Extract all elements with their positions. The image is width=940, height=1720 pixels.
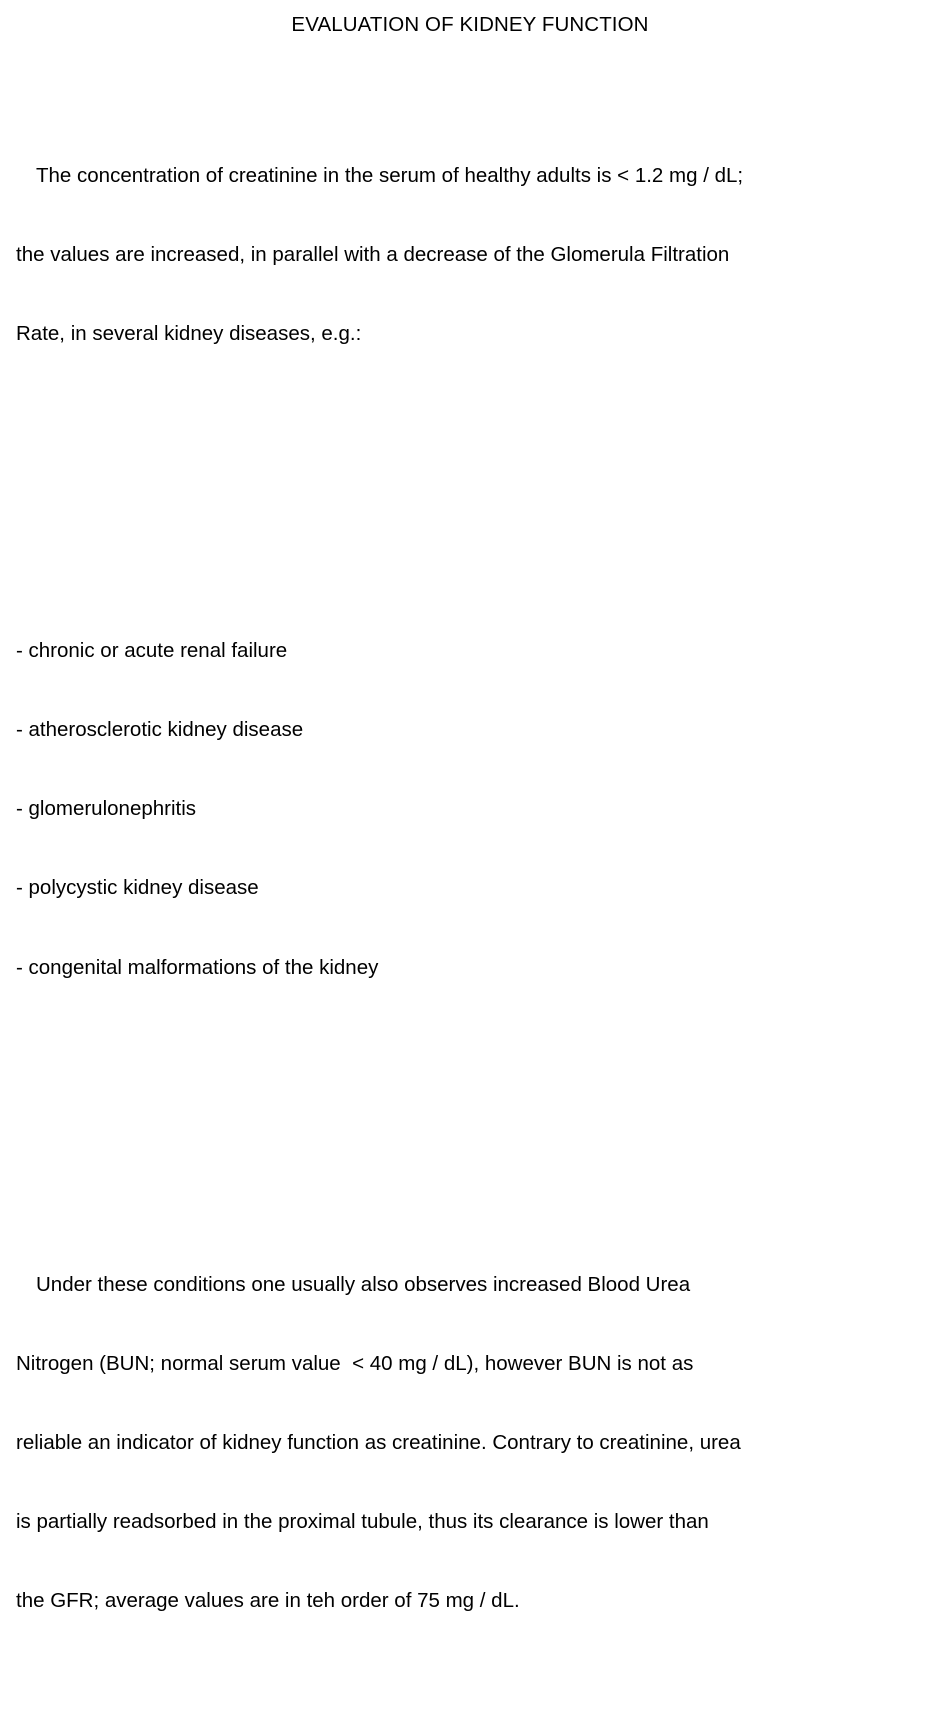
slide-title: EVALUATION OF KIDNEY FUNCTION bbox=[291, 13, 649, 36]
spacer bbox=[16, 1113, 894, 1139]
paragraph-line: the values are increased, in parallel with a decrease of the Glomerula Filtration bbox=[16, 242, 730, 266]
intro-paragraph bbox=[16, 110, 894, 400]
disease-list bbox=[16, 585, 894, 1034]
paragraph-line: Nitrogen (BUN; normal serum value < 40 mg / dL), however BUN is not as bbox=[16, 1351, 694, 1375]
bun-paragraph bbox=[16, 1219, 894, 1668]
spacer bbox=[16, 479, 894, 505]
list-item: - polycystic kidney disease bbox=[16, 876, 259, 900]
paragraph-line: is partially readsorbed in the proximal tubule, thus its clearance is lower than bbox=[16, 1510, 709, 1534]
paragraph-line: the GFR; average values are in teh order of 75 mg / dL. bbox=[16, 1589, 520, 1613]
paragraph-line: reliable an indicator of kidney function as creatinine. Contrary to creatinine, urea bbox=[16, 1430, 741, 1454]
paragraph-line: The concentration of creatinine in the serum of healthy adults is < 1.2 mg / dL; bbox=[36, 163, 744, 187]
list-item: - congenital malformations of the kidney bbox=[16, 955, 379, 979]
paragraph-line: Under these conditions one usually also observes increased Blood Urea bbox=[36, 1272, 691, 1296]
list-item: - atherosclerotic kidney disease bbox=[16, 718, 304, 742]
list-item: - glomerulonephritis bbox=[16, 797, 197, 821]
slide-body bbox=[16, 57, 894, 1720]
paragraph-line: Rate, in several kidney diseases, e.g.: bbox=[16, 322, 362, 346]
list-item: - chronic or acute renal failure bbox=[16, 638, 288, 662]
